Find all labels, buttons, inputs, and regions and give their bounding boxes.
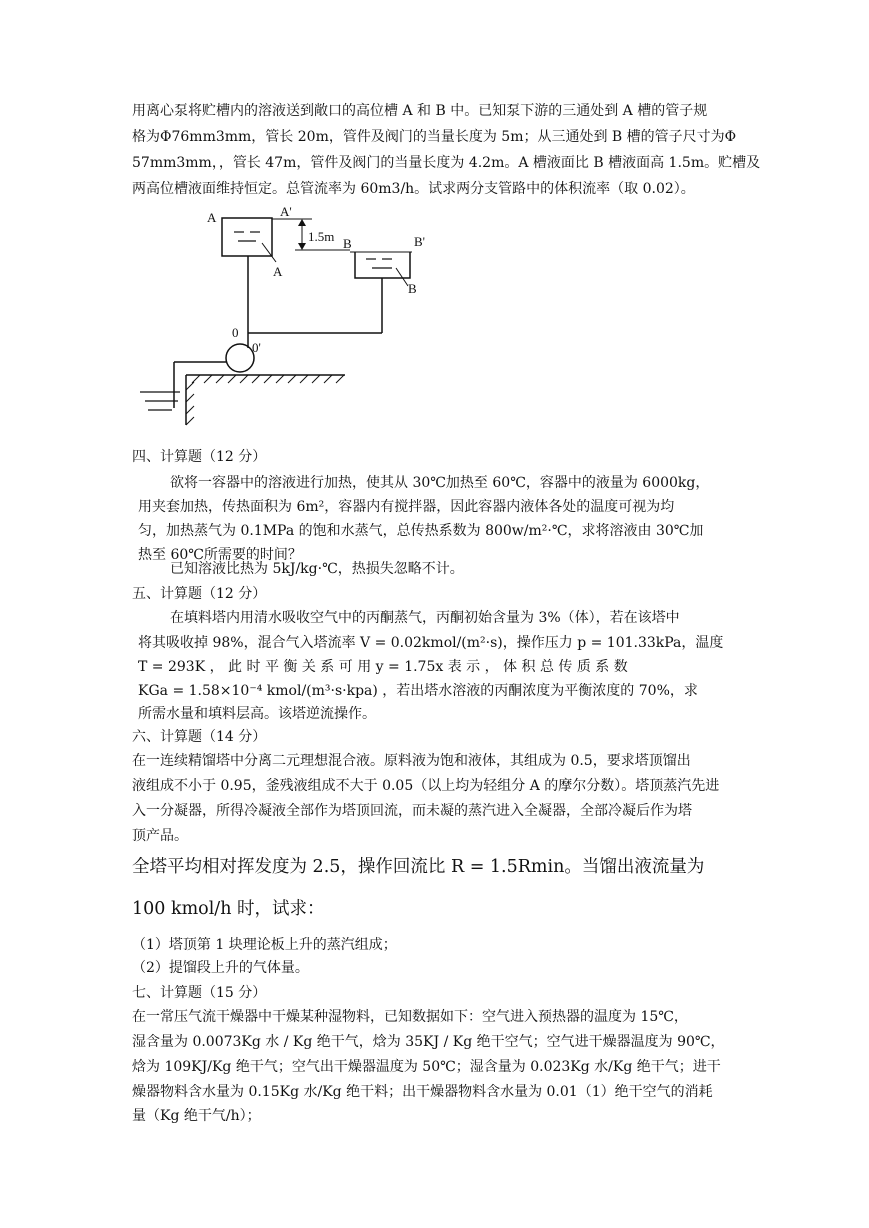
- q4-line: 用夹套加热，传热面积为 6m²，容器内有搅拌器，因此容器内液体各处的温度可视为均: [138, 499, 675, 515]
- label-b-left: B: [343, 236, 352, 251]
- label-b-prime: B': [414, 234, 426, 249]
- q4-line: 欲将一容器中的溶液进行加热，使其从 30℃加热至 60℃，容器中的液量为 6000kg，: [170, 475, 710, 491]
- q6-line: 顶产品。: [132, 828, 188, 844]
- q5-line: 在填料塔内用清水吸收空气中的丙酮蒸气，丙酮初始含量为 3%（体），若在该塔中: [170, 610, 680, 626]
- label-height: 1.5m: [308, 229, 335, 244]
- q7-heading: 七、计算题（15 分）: [132, 985, 267, 1001]
- q4-heading: 四、计算题（12 分）: [132, 449, 267, 465]
- tank-a: [222, 218, 272, 256]
- q7-line: 焓为 109KJ/Kg 绝干气；空气出干燥器温度为 50℃；湿含量为 0.023Kg 水/Kg 绝干气；进干: [132, 1059, 721, 1075]
- q7-line: 湿含量为 0.0073Kg 水 / Kg 绝干气，焓为 35KJ / Kg 绝干空气；空气进干燥器温度为 90℃，: [132, 1034, 725, 1050]
- q5-line: 所需水量和填料层高。该塔逆流操作。: [138, 706, 376, 722]
- pump: [226, 344, 254, 372]
- q5-line: KGa = 1.58×10⁻⁴ kmol/(m³·s·kpa) ，若出塔水溶液的丙酮浓度为平衡浓度的 70%，求: [138, 683, 698, 699]
- tank-b: [355, 252, 410, 278]
- q6-item: （2）提馏段上升的气体量。: [132, 960, 309, 976]
- q7-line: 量（Kg 绝干气/h）；: [132, 1108, 261, 1124]
- q7-line: 燥器物料含水量为 0.15Kg 水/Kg 绝干料；出干燥器物料含水量为 0.01（1）绝干空气的消耗: [132, 1084, 713, 1100]
- q3-line: 用离心泵将贮槽内的溶液送到敞口的高位槽 A 和 B 中。已知泵下游的三通处到 A 槽的管子规: [132, 103, 708, 119]
- q6-line: 在一连续精馏塔中分离二元理想混合液。原料液为饱和液体，其组成为 0.5，要求塔顶馏出: [132, 753, 691, 769]
- q6-line: 液组成不小于 0.95，釜残液组成不大于 0.05（以上均为轻组分 A 的摩尔分数）。塔顶蒸汽先进: [132, 778, 720, 794]
- q5-heading: 五、计算题（12 分）: [132, 586, 267, 602]
- q3-line: 57mm3mm，，管长 47m，管件及阀门的当量长度为 4.2m。A 槽液面比 B 槽液面高 1.5m。贮槽及: [132, 155, 761, 171]
- label-a-left: A: [207, 210, 217, 225]
- label-a-bottom: A: [273, 264, 283, 279]
- q6-big-line: 100 kmol/h 时，试求：: [132, 899, 325, 919]
- q3-line: 两高位槽液面维持恒定。总管流率为 60m3/h。试求两分支管路中的体积流率（取 0.02）。: [132, 181, 695, 197]
- q3-line: 格为Φ76mm3mm，管长 20m，管件及阀门的当量长度为 5m；从三通处到 B 槽的管子尺寸为Φ: [132, 129, 737, 145]
- q6-line: 入一分凝器，所得冷凝液全部作为塔顶回流，而未凝的蒸汽进入全凝器，全部冷凝后作为塔: [132, 803, 692, 819]
- q4-line: 已知溶液比热为 5kJ/kg·℃，热损失忽略不计。: [170, 561, 464, 577]
- q5-line: T = 293K ， 此 时 平 衡 关 系 可 用 y = 1.75x 表 示 ， 体 积 总 传 质 系 数: [138, 659, 628, 675]
- q5-line: 将其吸收掉 98%，混合气入塔流率 V = 0.02kmol/(m²·s)，操作压力 p = 101.33kPa，温度: [138, 635, 724, 651]
- q6-big-line: 全塔平均相对挥发度为 2.5，操作回流比 R = 1.5Rmin。当馏出液流量为: [132, 857, 705, 877]
- label-0-prime: 0': [252, 340, 261, 355]
- label-a-prime: A': [280, 204, 292, 219]
- q6-item: （1）塔顶第 1 块理论板上升的蒸汽组成；: [132, 937, 397, 953]
- label-0: 0: [232, 325, 239, 340]
- label-b-bottom: B: [408, 281, 417, 296]
- q7-line: 在一常压气流干燥器中干燥某种湿物料，已知数据如下：空气进入预热器的温度为 15℃，: [132, 1009, 688, 1025]
- q6-heading: 六、计算题（14 分）: [132, 729, 267, 745]
- q4-line: 匀，加热蒸气为 0.1MPa 的饱和水蒸气，总传热系数为 800w/m²·℃，求将溶液由 30℃加: [138, 523, 704, 539]
- q4-line: 热至 60℃所需要的时间？: [138, 547, 302, 563]
